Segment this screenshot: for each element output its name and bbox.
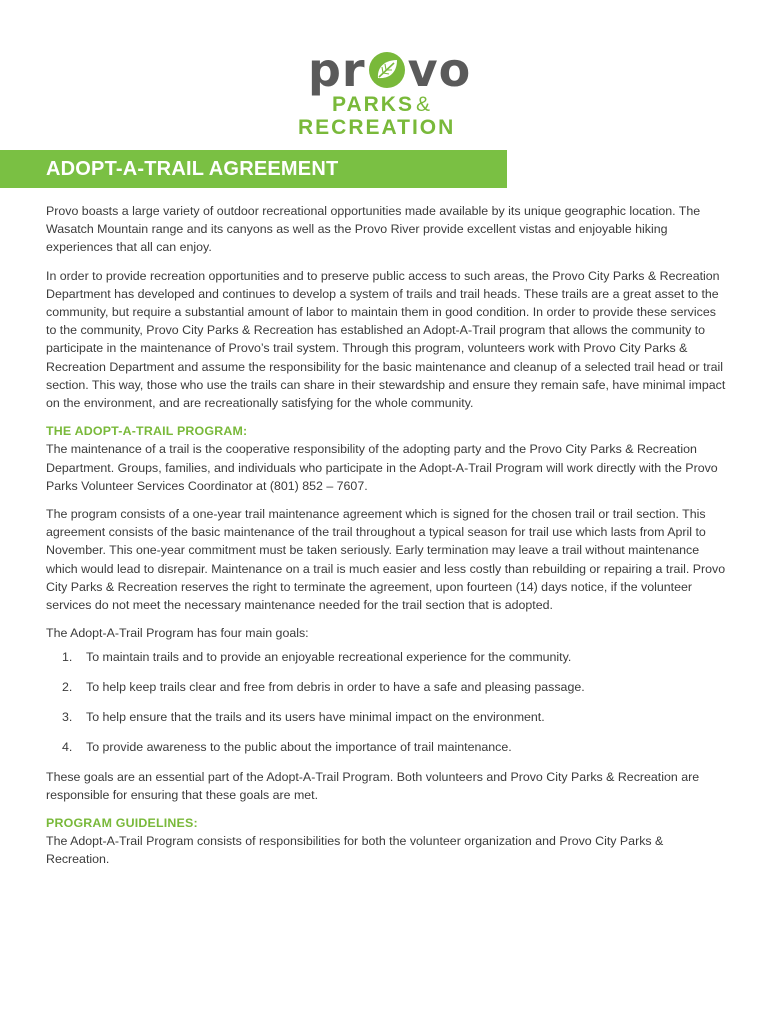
list-item xyxy=(46,648,728,666)
list-item xyxy=(46,738,728,756)
leaf-icon xyxy=(367,50,407,90)
intro-paragraph-1: Provo boasts a large variety of outdoor recreational opportunities made available by its unique geographic location. The Wasatch Mountain range and its canyons as well as the Provo River provide excellent vistas and enjoyable hiking experiences that all can enjoy. xyxy=(46,204,701,255)
logo-ampersand: & xyxy=(415,93,432,116)
logo-recreation-text: RECREATION xyxy=(298,116,456,139)
goal-text: To help keep trails clear and free from debris in order to have a safe and pleasing passage. xyxy=(86,680,585,695)
list-item xyxy=(46,708,728,726)
program-paragraph-2: The program consists of a one-year trail maintenance agreement which is signed for the chosen trail or trail section. This agreement consists of the basic maintenance of the trail throughout a typical season for trail use which lasts from April to November. This one-year commitment must be taken seriously. Early termination may leave a trail without maintenance which would lead to disrepair. Maintenance on a trail is much easier and less costly than rebuilding or repairing a trail. Provo City Parks & Recreation reserves the right to terminate the agreement, upon fourteen (14) days notice, if the volunteer services do not meet the necessary maintenance needed for the trail section that is adopted. xyxy=(46,507,726,613)
goal-number: 4. xyxy=(62,739,73,754)
goal-number: 1. xyxy=(62,650,73,665)
title-banner xyxy=(0,150,507,188)
provo-parks-logo xyxy=(298,43,473,139)
document-body xyxy=(46,202,728,879)
goals-list xyxy=(46,648,728,756)
program-heading: THE ADOPT-A-TRAIL PROGRAM: xyxy=(46,424,248,439)
page-title: ADOPT-A-TRAIL AGREEMENT xyxy=(46,158,339,180)
guidelines-heading: PROGRAM GUIDELINES: xyxy=(46,816,198,831)
goal-text: To maintain trails and to provide an enjoyable recreational experience for the community. xyxy=(86,650,572,665)
program-paragraph-1: The maintenance of a trail is the cooperative responsibility of the adopting party and the Provo City Parks & Recreation Department. Groups, families, and individuals who participate in the Adopt-A-Trail Program will work directly with the Provo Parks Volunteer Services Coordinator at (801) 852 – 7607. xyxy=(46,442,718,493)
intro-paragraph-2: In order to provide recreation opportunities and to preserve public access to such areas, the Provo City Parks & Recreation Department has developed and continues to develop a system of trails and trail heads. These trails are a great asset to the community, but require a substantial amount of labor to maintain them in good condition. In order to provide these services to the community, Provo City Parks & Recreation has established an Adopt-A-Trail program that allows the community to participate in the maintenance of Provo’s trail system. Through this program, volunteers work with Provo City Parks & Recreation Department and assume the responsibility for the basic maintenance and cleanup of a selected trail head or trail section. This way, those who use the trails can share in their stewardship and ensure they remain safe, have minimal impact on the environment, and are recreationally satisfying for the whole community. xyxy=(46,268,726,411)
logo-wordmark xyxy=(308,43,472,97)
goal-number: 2. xyxy=(62,680,73,695)
guidelines-paragraph: The Adopt-A-Trail Program consists of responsibilities for both the volunteer organization and Provo City Parks & Recreation. xyxy=(46,834,664,867)
logo-parks-line xyxy=(332,93,432,117)
logo-word-right: vo xyxy=(407,43,472,97)
list-item xyxy=(46,678,728,696)
goal-text: To provide awareness to the public about the importance of trail maintenance. xyxy=(86,739,512,754)
goals-closing-paragraph: These goals are an essential part of the Adopt-A-Trail Program. Both volunteers and Provo City Parks & Recreation are responsible for ensuring that these goals are met. xyxy=(46,769,700,802)
logo-parks-text: PARKS xyxy=(332,93,414,116)
goals-intro: The Adopt-A-Trail Program has four main goals: xyxy=(46,626,309,641)
goal-text: To help ensure that the trails and its users have minimal impact on the environment. xyxy=(86,710,545,725)
logo-word-left: pr xyxy=(308,43,366,97)
goal-number: 3. xyxy=(62,710,73,725)
